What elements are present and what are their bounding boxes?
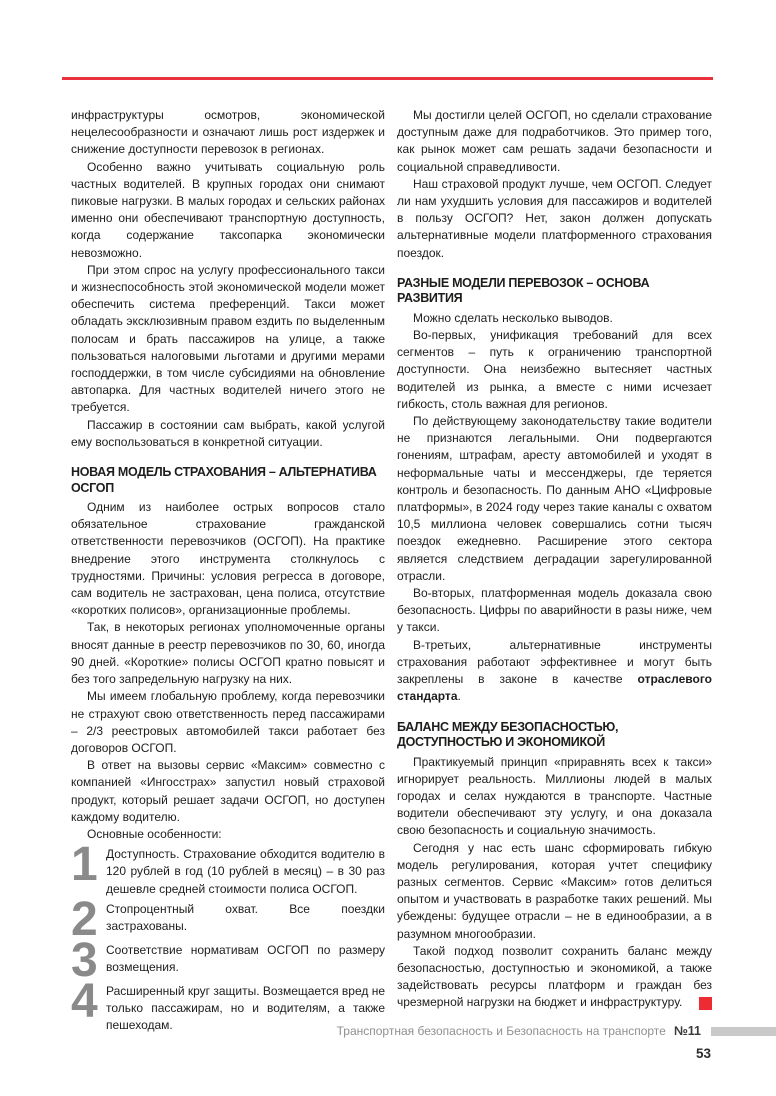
paragraph: Особенно важно учитывать социальную роль частных водителей. В крупных городах они снимают пиковые нагрузки. В малых городах и сельских районах именно они обеспечивают транспортную доступность, когда содержание таксопарка экономически невозможно. — [71, 159, 385, 260]
journal-title: Транспортная безопасность и Безопасность на транспорте — [336, 1024, 666, 1038]
right-column — [397, 107, 712, 1034]
list-item-text: Доступность. Страхование обходится водителю в 120 рублей в год (10 рублей в месяц) – в 30 раз дешевле средней стоимости полиса ОСГОП. — [106, 847, 385, 896]
paragraph: Такой подход позволит сохранить баланс между безопасностью, доступностью и экономикой, а также задействовать ресурсы платформ и граждан без чрезмерной нагрузки на бюджет и инфраструктуру. — [397, 943, 712, 1010]
paragraph-text: В-третьих, альтернативные инструменты страхования работают эффективнее и могут быть закреплены в законе в качестве — [397, 637, 712, 687]
top-red-rule — [62, 77, 713, 80]
numbered-list-item — [71, 892, 385, 946]
list-item-text: Стопроцентный охват. Все поездки застрахованы. — [106, 901, 385, 933]
page-footer — [0, 1024, 776, 1038]
issue-number: №11 — [673, 1024, 701, 1038]
footer-gray-bar — [711, 1027, 776, 1036]
list-number: 3 — [71, 933, 96, 987]
paragraph: Основные особенности: — [87, 826, 222, 841]
paragraph: Во-первых, унификация требований для всех сегментов – путь к ограничению транспортной доступности. Она неизбежно вытесняет частных водителей из рынка, а вместе с ними исчезает гибкость, столь важная для регионов. — [397, 328, 712, 411]
paragraph: Так, в некоторых регионах уполномоченные органы вносят данные в реестр перевозчиков по 30, 60, иногда 90 дней. «Короткие» полисы ОСГОП кратно повысят и без того запредельную нагрузку на них. — [71, 620, 385, 687]
list-item-text: Расширенный круг защиты. Возмещается вред не только пассажирам, но и водителям, а также пешеходам. — [106, 983, 385, 1033]
bold-text: отраслевого стандарта — [397, 672, 712, 704]
paragraph: Мы имеем глобальную проблему, когда перевозчики не страхуют свою ответственность перед пассажирами – 2/3 реестровых автомобилей такси работает без договоров ОСГОП. — [71, 689, 385, 755]
paragraph: Практикуемый принцип «приравнять всех к такси» игнорирует реальность. Миллионы людей в малых городах и селах нуждаются в транспорте. Частные водители обеспечивают эту услугу, и она доказала свою безопасность и социальную значимость. — [397, 754, 712, 838]
paragraph: инфраструктуры осмотров, экономической нецелесообразности и означают лишь рост издержек и снижение доступности перевозок в регионах. — [71, 108, 385, 157]
section-heading: НОВАЯ МОДЕЛЬ СТРАХОВАНИЯ – АЛЬТЕРНАТИВА ОСГОП — [71, 465, 377, 495]
paragraph: Пассажир в состоянии сам выбрать, какой услугой ему воспользоваться в конкретной ситуации. — [71, 417, 385, 449]
paragraph: Одним из наиболее острых вопросов стало обязательное страхование гражданской ответственности перевозчиков (ОСГОП). На практике внедрение этого инструмента столкнулось с трудностями. Причины: условия регресса в договоре, сам водитель не застрахован, цена полиса, отсутствие «коротких полисов», организационные проблемы. — [71, 500, 385, 618]
paragraph: Можно сделать несколько выводов. — [413, 310, 613, 325]
page-number: 53 — [695, 1046, 711, 1061]
paragraph: В ответ на вызовы сервис «Максим» совместно с компанией «Ингосстрах» запустил новый страховой продукт, который решает задачи ОСГОП, но доступен каждому водителю. — [71, 758, 385, 824]
paragraph — [397, 637, 712, 706]
paragraph: Мы достигли целей ОСГОП, но сделали страхование доступным даже для подработчиков. Это пример того, как рынок может сам решать задачи безопасности и социальной справедливости. — [397, 108, 712, 174]
paragraph: По действующему законодательству такие водители не признаются легальными. Они подвергаются гонениям, штрафам, аресту автомобилей и уходят в неформальные чаты и мессенджеры, где теряется контроль и безопасность. По данным АНО «Цифровые платформы», в 2024 году через такие каналы с охватом 10,5 миллиона человек совершались сотни тысяч поездок ежедневно. Расширение этого сектора является следствием деградации зарегулированной отрасли. — [397, 414, 712, 583]
paragraph: Наш страховой продукт лучше, чем ОСГОП. Следует ли нам ухудшить условия для пассажиров и водителей в пользу ОСГОП? Нет, закон должен допускать альтернативные модели платформенного страхования поездок. — [397, 176, 712, 260]
section-heading: БАЛАНС МЕЖДУ БЕЗОПАСНОСТЬЮ, ДОСТУПНОСТЬЮ И ЭКОНОМИКОЙ — [397, 719, 619, 749]
list-number: 2 — [71, 892, 96, 946]
section-heading: РАЗНЫЕ МОДЕЛИ ПЕРЕВОЗОК – ОСНОВА РАЗВИТИЯ — [397, 275, 650, 306]
list-number: 1 — [71, 838, 96, 892]
article-body — [71, 107, 712, 1034]
paragraph-text: . — [457, 689, 461, 704]
numbered-list-item — [71, 933, 385, 987]
numbered-list-item — [71, 838, 385, 898]
left-column — [71, 107, 385, 1034]
end-of-article-marker — [699, 997, 712, 1010]
paragraph: Сегодня у нас есть шанс сформировать гибкую модель регулирования, которая учтет специфику разных сегментов. Сервис «Максим» готов делиться опытом и участвовать в разработке таких решений. Мы убеждены: будущее отрасли – не в единообразии, а в разумном многообразии. — [397, 840, 712, 941]
list-item-text: Соответствие нормативам ОСГОП по размеру возмещения. — [106, 942, 385, 974]
paragraph: При этом спрос на услугу профессионального такси и жизнеспособность этой экономической модели может обеспечить система преференций. Такси может обладать эксклюзивным правом ездить по выделенным полосам и брать пассажиров на улице, а также пользоваться налоговыми льготами и другими мерами господдержки, в том числе субсидиями на обновление автопарка. Для частных водителей ничего этого не требуется. — [71, 262, 385, 415]
list-number: 4 — [71, 974, 96, 1028]
paragraph: Во-вторых, платформенная модель доказала свою безопасность. Цифры по аварийности в разы ниже, чем у такси. — [397, 586, 712, 635]
